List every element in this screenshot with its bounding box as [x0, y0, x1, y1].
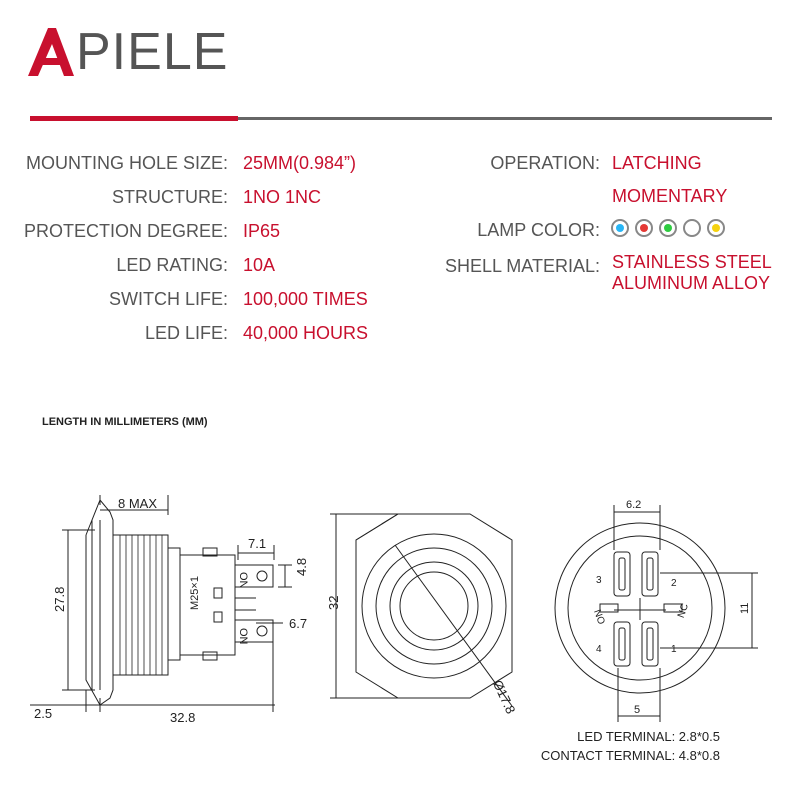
note-contact-terminal: CONTACT TERMINAL: 4.8*0.8	[540, 748, 720, 763]
spec-value-switch-life: 100,000 TIMES	[243, 289, 368, 309]
spec-value-led-rating: 10A	[243, 255, 276, 275]
front-view	[330, 514, 512, 706]
dim-terminal-spacing: 7.1	[248, 536, 267, 551]
spec-value-stainless: STAINLESS STEEL	[612, 252, 772, 272]
spec-label-led-rating: LED RATING:	[116, 255, 228, 275]
marking-on-bottom: ON	[237, 628, 249, 645]
drawing-section-title: LENGTH IN MILLIMETERS (MM)	[42, 416, 208, 428]
spec-label-lamp-color: LAMP COLOR:	[477, 220, 600, 240]
side-view	[30, 495, 292, 712]
dim-bottom-width: 5	[634, 704, 641, 716]
dim-top-width: 6.2	[626, 499, 642, 511]
dim-terminal-width: 4.8	[294, 557, 309, 576]
spec-value-mounting: 25MM(0.984”)	[243, 153, 357, 173]
dim-ring-diameter: Ø17.8	[489, 677, 519, 717]
dim-height: 27.8	[52, 586, 67, 612]
terminal-view	[555, 505, 758, 722]
spec-value-led-life: 40,000 HOURS	[243, 323, 369, 343]
pin-label-3: 3	[596, 575, 602, 586]
dim-head-thickness: 8 MAX	[118, 496, 158, 511]
contact-label-no: NO	[591, 608, 607, 627]
spec-label-led-life: LED LIFE:	[144, 323, 228, 343]
contact-label-nc: NC	[675, 602, 692, 620]
dim-flange: 2.5	[34, 706, 53, 721]
dim-hex-size: 32	[326, 595, 341, 610]
spec-value-latching: LATCHING	[612, 153, 702, 173]
logo-text: PIELE	[76, 23, 229, 81]
spec-label-operation: OPERATION:	[490, 153, 600, 173]
spec-value-structure: 1NO 1NC	[243, 187, 322, 207]
dim-terminal-height: 11	[739, 602, 751, 614]
pin-label-2: 1	[671, 644, 677, 655]
spec-label-shell: SHELL MATERIAL:	[444, 256, 600, 276]
spec-value-aluminum: ALUMINUM ALLOY	[612, 273, 771, 293]
spec-value-protection: IP65	[243, 221, 281, 241]
dim-length: 32.8	[170, 710, 196, 725]
pin-label-1: 2	[671, 578, 677, 589]
spec-label-structure: STRUCTURE:	[112, 187, 228, 207]
dim-terminal-length: 6.7	[289, 616, 308, 631]
marking-on-top: ON	[237, 572, 249, 589]
thread-label: M25×1	[189, 576, 201, 610]
spec-value-momentary: MOMENTARY	[612, 186, 728, 206]
spec-label-protection: PROTECTION DEGREE:	[23, 221, 228, 241]
pin-label-4: 4	[596, 644, 602, 655]
note-led-terminal: LED TERMINAL: 2.8*0.5	[577, 729, 720, 744]
spec-label-switch-life: SWITCH LIFE:	[108, 289, 228, 309]
spec-label-mounting: MOUNTING HOLE SIZE:	[25, 153, 228, 173]
